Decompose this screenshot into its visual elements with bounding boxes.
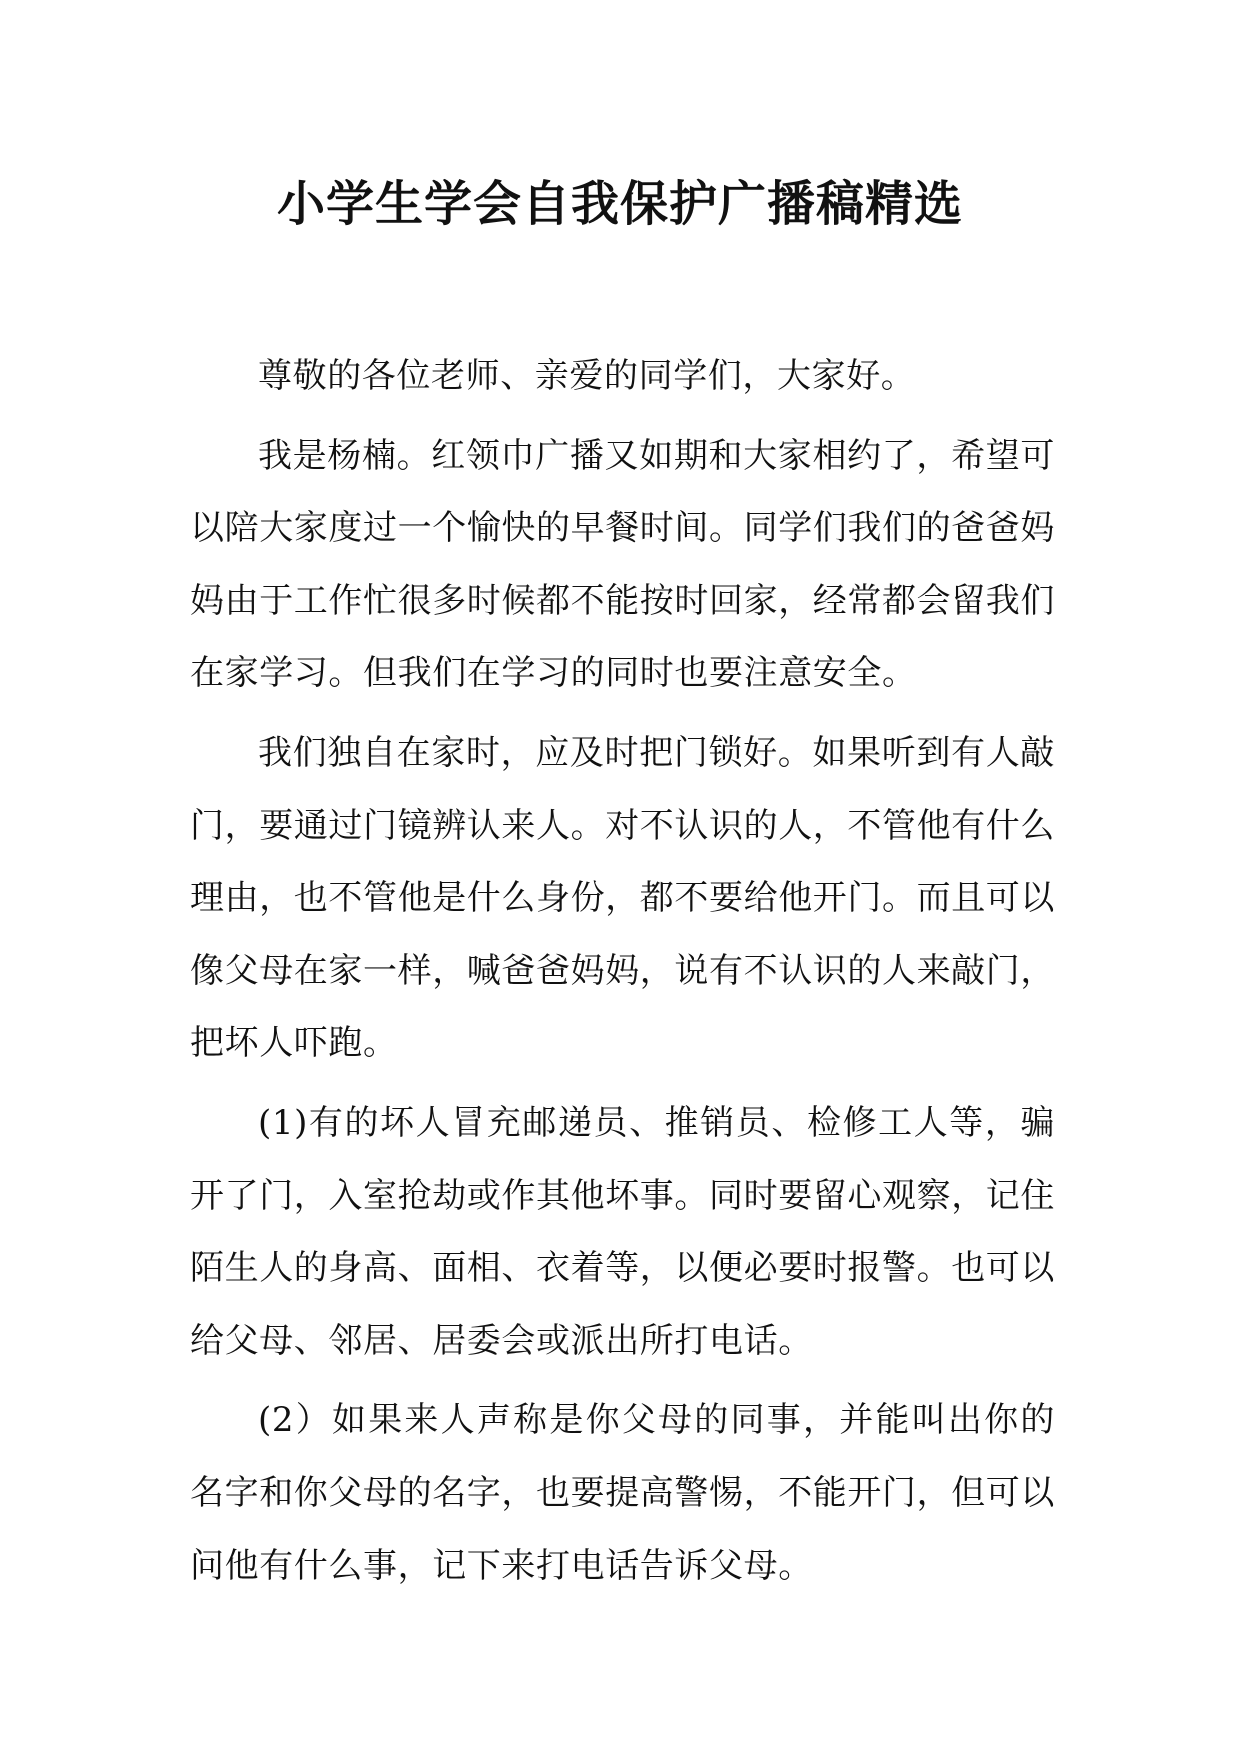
paragraph-introduction: 我是杨楠。红领巾广播又如期和大家相约了，希望可以陪大家度过一个愉快的早餐时间。同学们我们的爸爸妈妈由于工作忙很多时候都不能按时回家，经常都会留我们在家学习。但我们在学习的同时也要注意安全。	[190, 435, 1055, 694]
paragraph-home-alone: 我们独自在家时，应及时把门锁好。如果听到有人敲门，要通过门镜辨认来人。对不认识的人，不管他有什么理由，也不管他是什么身份，都不要给他开门。而且可以像父母在家一样，喊爸爸妈妈，说有不认识的人来敲门，把坏人吓跑。	[190, 732, 1055, 1064]
paragraph-point-2: (2）如果来人声称是你父母的同事，并能叫出你的名字和你父母的名字，也要提高警惕，不能开门，但可以问他有什么事，记下来打电话告诉父母。	[190, 1400, 1055, 1586]
document-body	[190, 340, 1055, 1609]
document-title: 小学生学会自我保护广播稿精选	[276, 176, 963, 232]
paragraph-greeting: 尊敬的各位老师、亲爱的同学们，大家好。	[258, 356, 916, 396]
paragraph-point-1: (1)有的坏人冒充邮递员、推销员、检修工人等，骗开了门，入室抢劫或作其他坏事。同时要留心观察，记住陌生人的身高、面相、衣着等，以便必要时报警。也可以给父母、邻居、居委会或派出所打电话。	[190, 1102, 1055, 1361]
